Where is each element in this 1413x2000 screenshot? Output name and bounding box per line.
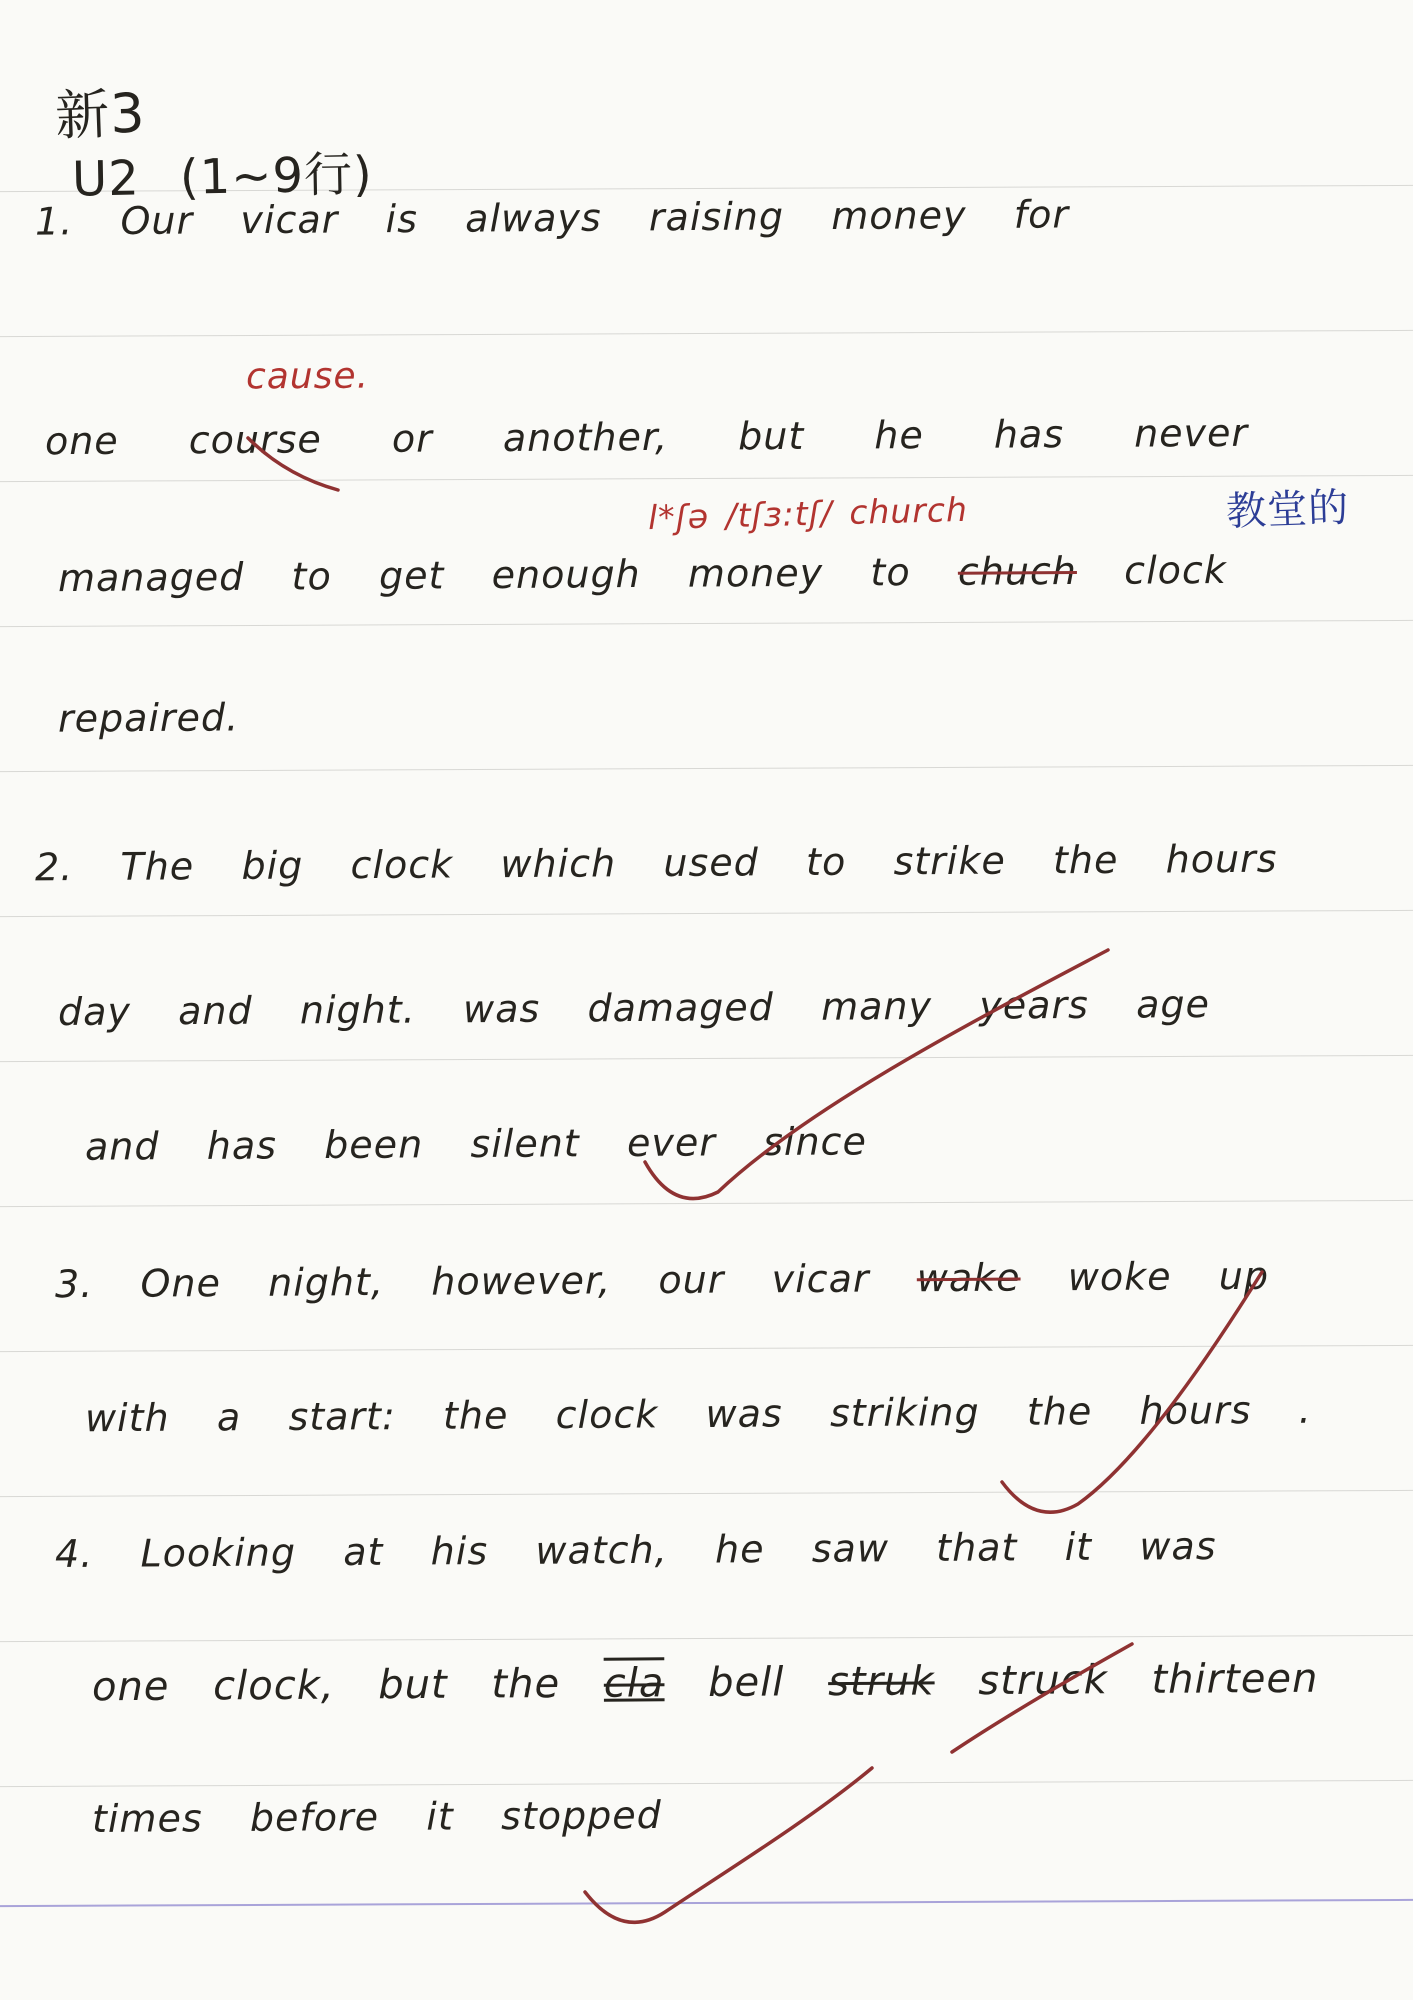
red-check-sentence-4 xyxy=(585,1768,872,1922)
sentence-2-line-3: and has been silent ever since xyxy=(84,1119,868,1169)
text-segment: managed to get enough money to xyxy=(57,550,911,601)
sentence-3-line-2: with a start: the clock was striking the hours . xyxy=(84,1387,1312,1441)
text-segment: one xyxy=(44,418,119,464)
word-course: course xyxy=(188,417,323,463)
sentence-1-line-1: 1. Our vicar is always raising money for xyxy=(34,192,1070,244)
sentence-3-line-1 xyxy=(55,1254,1269,1306)
ruled-line xyxy=(0,620,1413,627)
sentence-2-line-1: 2. The big clock which used to strike the hours xyxy=(34,836,1278,890)
sentence-1-line-4: repaired. xyxy=(57,695,240,741)
struck-word-chuch: chuch xyxy=(957,548,1078,594)
text-segment: woke up xyxy=(1067,1253,1270,1300)
struck-word-wake: wake xyxy=(916,1255,1021,1301)
text-segment: 3. One night, however, our vicar xyxy=(54,1256,870,1307)
struck-word-struk: struk xyxy=(827,1658,935,1706)
ruled-line xyxy=(0,475,1413,482)
ruled-line-bottom xyxy=(0,1899,1413,1907)
sentence-4-line-1: 4. Looking at his watch, he saw that it was xyxy=(54,1523,1217,1577)
text-segment: or another, but he has never xyxy=(391,410,1249,461)
page-title-unit: U2 (1~9行) xyxy=(71,146,374,208)
ruled-line xyxy=(0,1490,1413,1497)
ruled-line xyxy=(0,1345,1413,1352)
ruled-line xyxy=(0,1635,1413,1642)
chinese-gloss: 教堂的 xyxy=(1225,484,1350,536)
scribbled-word-cla: cla xyxy=(603,1660,665,1707)
text-segment: bell xyxy=(708,1659,785,1706)
ruled-line xyxy=(0,910,1413,917)
page-title-book: 新3 xyxy=(54,81,147,148)
ruled-line xyxy=(0,1780,1413,1787)
ruled-line xyxy=(0,1200,1413,1207)
sentence-1-line-3 xyxy=(58,548,1227,600)
sentence-4-line-2 xyxy=(92,1656,1319,1711)
ruled-line xyxy=(0,330,1413,337)
sentence-4-line-3: times before it stopped xyxy=(91,1793,662,1841)
sentence-2-line-2: day and night. was damaged many years age xyxy=(57,981,1211,1035)
text-segment: one clock, but the xyxy=(91,1661,561,1711)
sentence-1-line-2 xyxy=(45,411,1248,463)
phonetic-annotation: l*ʃə /tʃɜ:tʃ/ church xyxy=(647,489,969,538)
ruled-line xyxy=(0,1055,1413,1062)
correction-cause: cause. xyxy=(245,355,370,398)
text-segment: clock xyxy=(1124,547,1227,593)
text-segment: struck thirteen xyxy=(978,1655,1319,1705)
ruled-line xyxy=(0,765,1413,772)
